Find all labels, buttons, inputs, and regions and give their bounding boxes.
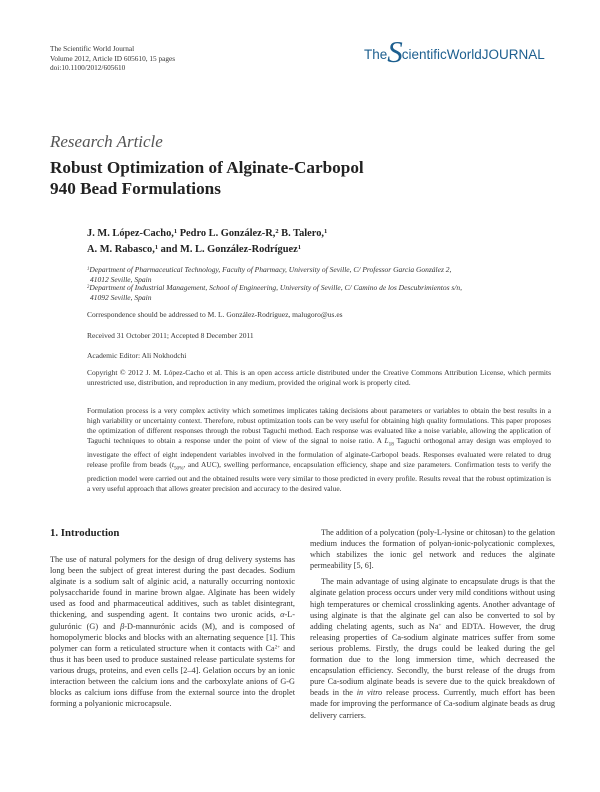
title-line-2: 940 Bead Formulations xyxy=(50,179,221,198)
author-affiliation-mark: 1 xyxy=(323,228,328,236)
author: J. M. López-Cacho, xyxy=(87,228,174,239)
author: B. Talero, xyxy=(281,228,324,239)
author-affiliation-mark: 1 xyxy=(297,243,301,251)
journal-name: The Scientific World Journal xyxy=(50,44,135,53)
author: Pedro L. González-R, xyxy=(179,228,276,239)
title-line-1: Robust Optimization of Alginate-Carbopol xyxy=(50,158,364,177)
logo-world: World xyxy=(446,47,482,62)
affiliation-line: Department of Pharmaceutical Technology, Faculty of Pharmacy, University of Seville, C/ Professor Garcia González 2, xyxy=(89,265,452,274)
correspondence: Correspondence should be addressed to M. L. González-Rodríguez, malugoro@us.es xyxy=(87,310,343,319)
abstract xyxy=(87,406,551,494)
author-affiliation-mark: 1 xyxy=(173,228,178,236)
copyright-notice: Copyright © 2012 J. M. López-Cacho et al. This is an open access article distributed under the Creative Commons Attribution License, which permits unrestricted use, distribution, and reproduction in any medium, provided the original work is properly cited. xyxy=(87,368,551,388)
logo-s: S xyxy=(387,34,403,69)
affiliation-2 xyxy=(87,283,551,304)
author: and M. L. González-Rodríguez xyxy=(160,243,298,255)
affiliation-address: 41012 Seville, Spain xyxy=(90,275,152,285)
abstract-symbol-t: t xyxy=(171,459,174,469)
section-heading: 1. Introduction xyxy=(50,527,120,539)
italic-term: in vitro xyxy=(356,688,383,698)
paragraph xyxy=(310,576,555,720)
abstract-text: Formulation process is a very complex activity which sometimes implicates taking decisions about parameters or variables to obtain the best results in a high variability or uncertainty context. Therefore, robust optimization tools can be very useful for obtaining high quality formulations. This paper proposes the optimization of different responses through the robust Taguchi method. Each response was evaluated like a noise variable, allowing the application of Taguchi techniques to obtain a response under the point of view of the signal to noise ratio. A xyxy=(87,406,551,446)
greek-beta: β xyxy=(120,621,125,631)
logo-the: The xyxy=(364,47,388,62)
academic-editor: Academic Editor: Ali Nokhodchi xyxy=(87,351,187,360)
paragraph-text: and thus it has been used to produce sustained release particulate systems for various drugs, proteins, and even cells [2–4]. Gelation occurs by an ionic interaction between the calcium ions and the carboxylate anions of G-G blocks as calcium ions diffuse from the external source into the droplet forming a polyanionic microcapsule. xyxy=(50,643,295,709)
journal-volume: Volume 2012, Article ID 605610, 15 pages xyxy=(50,53,176,63)
paragraph xyxy=(50,554,295,709)
paragraph-text: The main advantage of using alginate to encapsulate drugs is that the alginate gelation process occurs under very mild conditions without using high temperatures or chemical crosslinking agents. Another advantage of using alginate is that the alginate gel can also be converted to sol by adding chelating agents, such as Na xyxy=(310,577,555,631)
superscript: 2+ xyxy=(274,644,281,651)
author-list xyxy=(87,226,557,257)
author-affiliation-mark: 1 xyxy=(154,243,159,251)
author-affiliation-mark: 2 xyxy=(275,228,279,236)
abstract-symbol-l: L xyxy=(384,436,389,446)
abstract-subscript: 50% xyxy=(173,465,184,472)
abstract-text: Taguchi orthogonal array design was employed to investigate the effect of eight independent variables involved in the formulation of alginate-Carbopol beads. Responses evaluated were related to drug release profile from beads ( xyxy=(87,436,551,469)
paragraph-text: The use of natural polymers for the design of drug delivery systems has long been the subject of great interest during the past decades. Sodium alginate is a sodium salt of alginic acid, a naturally occurring nontoxic polysaccharide found in marine brown algae. Alginate has been widely used as food and pharmaceutical additives, such as tablet disintegrant, thickening, and suspending agent. It contains two uronic acids, xyxy=(50,555,295,620)
affiliation-mark: 2 xyxy=(87,284,90,290)
paragraph-text: release process. Currently, much effort has been made for improving the performance of Ca-sodium alginate beads as drug delivery carriers. xyxy=(310,688,556,720)
abstract-subscript: 18 xyxy=(388,441,394,448)
journal-logo xyxy=(364,34,545,69)
received-dates: Received 31 October 2011; Accepted 8 December 2011 xyxy=(87,331,254,340)
abstract-text: , and AUC), swelling performance, encapsulation efficiency, shape and size parameters. Confirmation tests to verify the prediction model were carried out and the obtained results were very similar to those predicted in every profile. Results reveal that the robust optimization is a very useful approach that allows greater precision and accuracy to the desired value. xyxy=(87,459,551,493)
author: A. M. Rabasco, xyxy=(87,243,155,255)
paper-title xyxy=(50,157,550,199)
right-column xyxy=(310,526,555,721)
logo-journal: JOURNAL xyxy=(481,47,545,62)
journal-doi: doi:10.1100/2012/605610 xyxy=(50,63,126,73)
left-column xyxy=(50,526,295,709)
greek-alpha: α xyxy=(280,610,285,620)
affiliation-address: 41092 Seville, Spain xyxy=(90,293,152,303)
paragraph: The addition of a polycation (poly-L-lysine or chitosan) to the gelation medium induces the formation of polyan-ionic-polycationic complexes, which stabilizes the ionic gel network and reduces the alginate permeability [5, 6]. xyxy=(310,528,555,571)
paragraph-text: -L-gulurónic (G) and xyxy=(50,610,295,631)
journal-info xyxy=(50,44,175,73)
logo-scientific: cientific xyxy=(401,47,447,62)
paragraph-text: -D-mannurónic acids (M), and is composed of homopolymeric blocks and blocks with an alternating sequence [1]. This polymer can form a reticulated structure when it contacts with Ca xyxy=(50,621,295,653)
affiliation-line: Department of Industrial Management, School of Engineering, University of Seville, C/ Camino de los Descubrimientos s/n, xyxy=(89,283,462,292)
article-type: Research Article xyxy=(50,132,163,151)
affiliation-mark: 1 xyxy=(87,266,90,272)
superscript: + xyxy=(438,622,442,629)
paragraph-text: and EDTA. However, the drug releasing properties of Ca-sodium alginate matrices suffer from some serious problems. Firstly, the drugs could be leaked during the gel formation due to the long immersion time, which decreased the encapsulation efficiency. Secondly, the burst release of the drugs from pure Ca-sodium alginate beads is severe due to the quick breakdown of beads in the xyxy=(310,621,555,698)
